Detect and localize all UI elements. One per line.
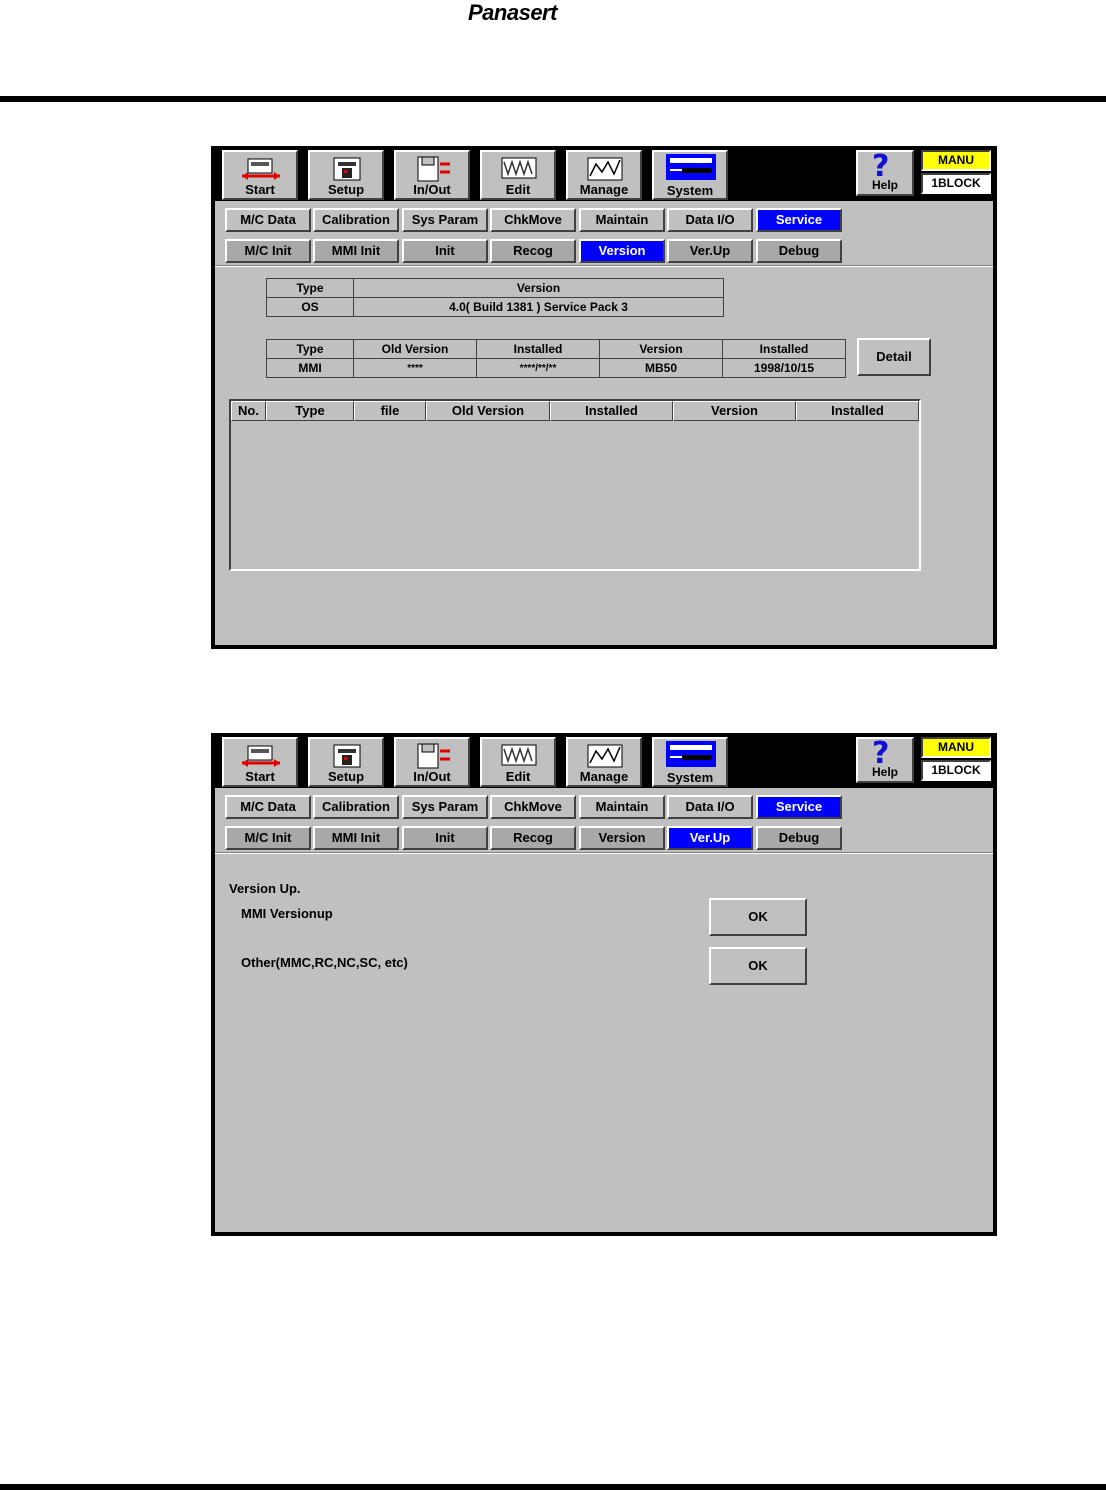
menu-start-button[interactable] <box>222 737 298 787</box>
setup-icon <box>328 743 366 769</box>
table-cell: OS <box>267 298 354 317</box>
list-header <box>231 401 919 421</box>
column-header: No. <box>231 401 266 421</box>
table-header: Old Version <box>354 340 477 359</box>
tab-verup[interactable]: Ver.Up <box>667 239 753 263</box>
menu-inout-button[interactable] <box>394 150 470 200</box>
edit-icon <box>500 743 538 769</box>
mmi-versionup-label: MMI Versionup <box>241 906 333 921</box>
tab-maintain[interactable]: Maintain <box>579 795 665 819</box>
menu-system-button[interactable] <box>652 150 728 200</box>
tab-mc-init[interactable]: M/C Init <box>225 826 311 850</box>
help-label: Help <box>871 178 898 192</box>
start-icon <box>242 743 280 769</box>
column-header: Installed <box>796 401 919 421</box>
menu-label: Setup <box>327 769 365 784</box>
system-icon <box>666 154 716 180</box>
menu-edit-button[interactable] <box>480 737 556 787</box>
column-header: Type <box>266 401 354 421</box>
menu-label: In/Out <box>413 769 451 784</box>
menu-label: Manage <box>579 182 629 197</box>
menu-setup-button[interactable] <box>308 737 384 787</box>
menu-label: System <box>666 770 714 785</box>
table-header: Version <box>354 279 724 298</box>
menu-inout-button[interactable] <box>394 737 470 787</box>
help-label: Help <box>871 765 898 779</box>
column-header: Version <box>673 401 796 421</box>
tab-mmi-init[interactable]: MMI Init <box>313 239 399 263</box>
tab-separator <box>215 265 993 267</box>
menu-start-button[interactable] <box>222 150 298 200</box>
menu-edit-button[interactable] <box>480 150 556 200</box>
tab-service[interactable]: Service <box>756 795 842 819</box>
footer-rule <box>0 1484 1106 1490</box>
menu-label: Start <box>245 182 275 197</box>
tab-mmi-init[interactable]: MMI Init <box>313 826 399 850</box>
block-indicator: 1BLOCK <box>921 173 991 194</box>
table-header: Version <box>600 340 723 359</box>
table-cell: MB50 <box>600 359 723 378</box>
table-cell: 1998/10/15 <box>723 359 846 378</box>
tab-chkmove[interactable]: ChkMove <box>490 208 576 232</box>
help-button[interactable] <box>856 150 914 196</box>
tab-debug[interactable]: Debug <box>756 826 842 850</box>
column-header: file <box>354 401 426 421</box>
other-versionup-ok-button[interactable]: OK <box>709 947 807 985</box>
section-title: Version Up. <box>229 881 301 896</box>
chart-icon <box>586 156 624 182</box>
table-cell: ****/**/** <box>477 359 600 378</box>
module-version-list[interactable] <box>229 399 921 571</box>
menu-manage-button[interactable] <box>566 150 642 200</box>
menu-label: Edit <box>505 769 531 784</box>
column-header: Old Version <box>426 401 550 421</box>
detail-button[interactable]: Detail <box>857 338 931 376</box>
menu-system-button[interactable] <box>652 737 728 787</box>
screen-version <box>211 146 997 649</box>
content-panel <box>215 788 993 1232</box>
tab-debug[interactable]: Debug <box>756 239 842 263</box>
tab-version[interactable]: Version <box>579 239 665 263</box>
os-version-table <box>266 278 724 317</box>
mmi-versionup-ok-button[interactable]: OK <box>709 898 807 936</box>
chart-icon <box>586 743 624 769</box>
menu-label: Setup <box>327 182 365 197</box>
help-button[interactable] <box>856 737 914 783</box>
column-header: Installed <box>550 401 673 421</box>
table-cell: MMI <box>267 359 354 378</box>
block-indicator: 1BLOCK <box>921 760 991 781</box>
tab-chkmove[interactable]: ChkMove <box>490 795 576 819</box>
header-rule <box>0 96 1106 102</box>
tab-sys-param[interactable]: Sys Param <box>402 795 488 819</box>
table-header: Type <box>267 279 354 298</box>
menu-manage-button[interactable] <box>566 737 642 787</box>
tab-data-io[interactable]: Data I/O <box>667 795 753 819</box>
tab-mc-init[interactable]: M/C Init <box>225 239 311 263</box>
table-header: Installed <box>477 340 600 359</box>
menu-label: Start <box>245 769 275 784</box>
menu-label: System <box>666 183 714 198</box>
tab-init[interactable]: Init <box>402 239 488 263</box>
system-icon <box>666 741 716 767</box>
setup-icon <box>328 156 366 182</box>
start-icon <box>242 156 280 182</box>
tab-data-io[interactable]: Data I/O <box>667 208 753 232</box>
tab-version[interactable]: Version <box>579 826 665 850</box>
tab-calibration[interactable]: Calibration <box>313 208 399 232</box>
tab-mc-data[interactable]: M/C Data <box>225 208 311 232</box>
table-cell: 4.0( Build 1381 ) Service Pack 3 <box>354 298 724 317</box>
other-versionup-label: Other(MMC,RC,NC,SC, etc) <box>241 955 408 970</box>
tab-separator <box>215 852 993 854</box>
menu-label: In/Out <box>413 182 451 197</box>
tab-maintain[interactable]: Maintain <box>579 208 665 232</box>
tab-service[interactable]: Service <box>756 208 842 232</box>
help-icon: ? <box>872 736 890 771</box>
menu-label: Edit <box>505 182 531 197</box>
floppy-icon <box>414 156 452 182</box>
menu-setup-button[interactable] <box>308 150 384 200</box>
menu-label: Manage <box>579 769 629 784</box>
tab-verup[interactable]: Ver.Up <box>667 826 753 850</box>
table-cell: **** <box>354 359 477 378</box>
content-panel <box>215 201 993 645</box>
tab-calibration[interactable]: Calibration <box>313 795 399 819</box>
screen-verup <box>211 733 997 1236</box>
tab-recog[interactable]: Recog <box>490 826 576 850</box>
tab-init[interactable]: Init <box>402 826 488 850</box>
table-header: Installed <box>723 340 846 359</box>
edit-icon <box>500 156 538 182</box>
table-header: Type <box>267 340 354 359</box>
help-icon: ? <box>872 149 890 184</box>
mmi-version-table <box>266 339 846 378</box>
tab-mc-data[interactable]: M/C Data <box>225 795 311 819</box>
mode-indicator: MANU <box>921 150 991 171</box>
mode-indicator: MANU <box>921 737 991 758</box>
tab-recog[interactable]: Recog <box>490 239 576 263</box>
brand-logo: Panasert <box>468 0 557 25</box>
tab-sys-param[interactable]: Sys Param <box>402 208 488 232</box>
floppy-icon <box>414 743 452 769</box>
